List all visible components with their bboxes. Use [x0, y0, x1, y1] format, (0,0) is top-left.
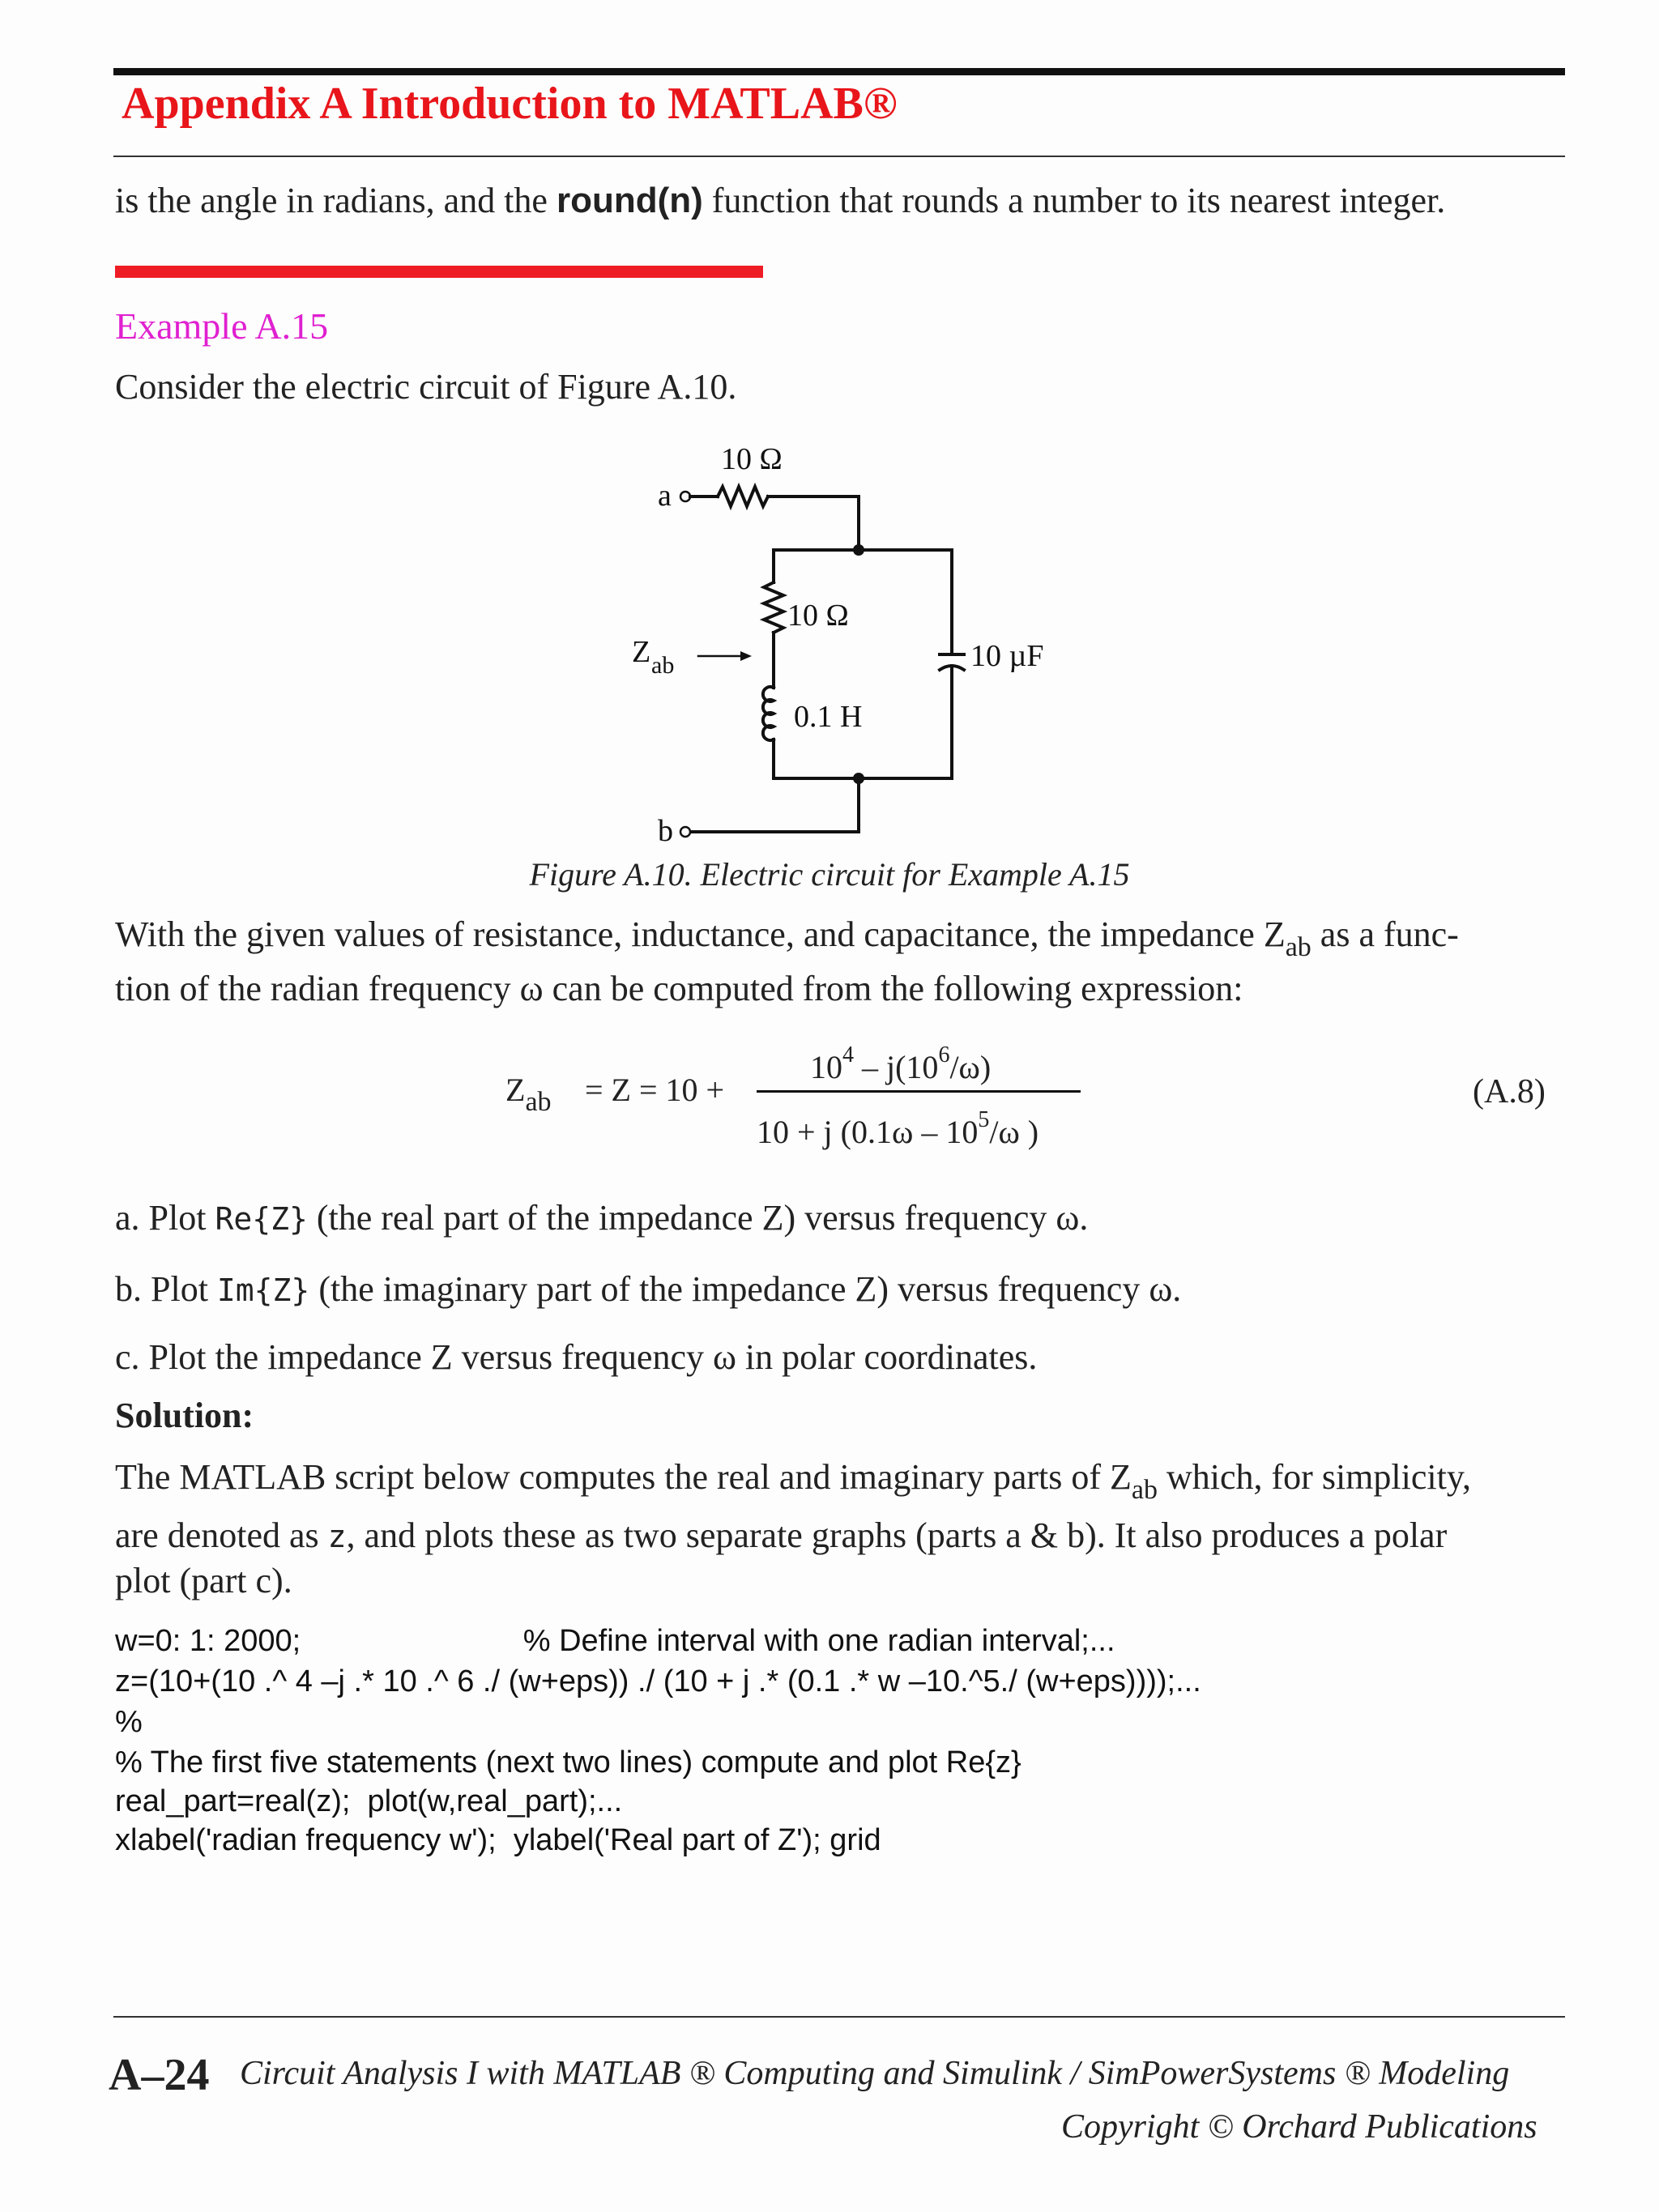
para1-l1-post: as a func-	[1311, 914, 1459, 954]
resistor-series	[718, 487, 768, 506]
sol-l1-pre: The MATLAB script below computes the real and imaginary parts of Z	[115, 1457, 1132, 1497]
para1-line1	[115, 914, 1459, 962]
code-line-2: z=(10+(10 .^ 4 –j .* 10 .^ 6 ./ (w+eps)) ./ (10 + j .* (0.1 .* w –10.^5./ (w+eps))));...	[115, 1664, 1201, 1698]
label-node-a: a	[658, 479, 672, 513]
part-b-pre: Plot	[151, 1269, 217, 1309]
code-line-1: w=0: 1: 2000; % Define interval with one radian interval;...	[115, 1624, 1115, 1658]
label-zab-base: Z	[632, 635, 651, 669]
equation-numerator	[810, 1042, 992, 1086]
solution-line3: plot (part c).	[115, 1561, 292, 1600]
header-bottom-rule	[113, 156, 1565, 157]
label-r-parallel: 10 Ω	[787, 599, 849, 633]
part-c	[115, 1336, 1037, 1378]
resistor-parallel	[764, 582, 783, 633]
equation-denominator	[757, 1107, 1039, 1151]
equation-fraction-bar	[757, 1090, 1081, 1093]
zab-arrow-head	[740, 651, 752, 661]
para1-l1-pre: With the given values of resistance, inductance, and capacitance, the impedance Z	[115, 914, 1286, 954]
eq-den-exp: 5	[978, 1107, 990, 1132]
para1-line2: tion of the radian frequency ω can be computed from the following expression:	[115, 969, 1243, 1008]
part-b-label: b.	[115, 1269, 142, 1309]
inductor-coil	[763, 687, 774, 740]
equation-number: (A.8)	[1473, 1073, 1546, 1110]
header-top-rule	[113, 68, 1565, 75]
example-separator-bar	[115, 266, 763, 278]
eq-den-b: /ω )	[989, 1114, 1039, 1150]
label-inductor: 0.1 H	[794, 700, 863, 734]
terminal-b	[680, 827, 690, 837]
footer-rule	[113, 2016, 1565, 2018]
solution-line1	[115, 1456, 1471, 1505]
eq-num-b-exp: 6	[938, 1042, 950, 1068]
part-c-text: Plot the impedance Z versus frequency ω in polar coordinates.	[148, 1337, 1038, 1377]
part-a	[115, 1197, 1088, 1238]
part-b-code: Im{Z}	[216, 1272, 310, 1308]
part-b-post: (the imaginary part of the impedance Z) versus frequency ω.	[309, 1269, 1182, 1309]
code-line-3: %	[115, 1705, 143, 1739]
footer-book-title: Circuit Analysis I with MATLAB ® Computing and Simulink / SimPowerSystems ® Modeling	[240, 2055, 1510, 2092]
sol-l2-post: , and plots these as two separate graphs (parts a & b). It also produces a polar	[346, 1515, 1448, 1555]
part-a-pre: Plot	[148, 1198, 215, 1238]
eq-num-a-exp: 4	[842, 1042, 854, 1068]
intro-function-name: round(n)	[556, 181, 703, 220]
figure-caption: Figure A.10. Electric circuit for Example A.15	[529, 856, 1130, 893]
eq-lhs-sub: ab	[525, 1087, 552, 1117]
part-c-label: c.	[115, 1337, 140, 1377]
label-capacitor: 10 µF	[970, 639, 1044, 673]
eq-den-a: 10 + j (0.1ω – 10	[757, 1114, 979, 1150]
page-header-title: Appendix A Introduction to MATLAB®	[122, 79, 898, 129]
part-a-post: (the real part of the impedance Z) versus frequency ω.	[307, 1198, 1089, 1238]
eq-lhs-base: Z	[505, 1072, 526, 1108]
sol-l1-post: which, for simplicity,	[1157, 1457, 1471, 1497]
label-node-b: b	[658, 814, 673, 846]
eq-num-a: 10	[810, 1049, 842, 1085]
sol-l2-code: z	[327, 1519, 347, 1554]
sol-l2-pre: are denoted as	[115, 1515, 328, 1555]
code-line-4: % The first five statements (next two lines) compute and plot Re{z}	[115, 1745, 1021, 1779]
part-b	[115, 1268, 1181, 1310]
label-zab-sub: ab	[651, 652, 675, 679]
intro-pre: is the angle in radians, and the	[115, 181, 557, 220]
example-intro: Consider the electric circuit of Figure A.10.	[115, 367, 737, 407]
code-line-5: real_part=real(z); plot(w,real_part);...	[115, 1784, 623, 1818]
intro-sentence	[115, 180, 1445, 221]
eq-num-b: – j(10	[854, 1049, 939, 1085]
solution-heading: Solution:	[115, 1396, 254, 1435]
example-title: Example A.15	[115, 305, 329, 347]
part-a-code: Re{Z}	[215, 1201, 308, 1237]
label-r-series: 10 Ω	[721, 442, 783, 476]
sol-l1-sub: ab	[1131, 1475, 1158, 1505]
footer-copyright: Copyright © Orchard Publications	[1061, 2108, 1537, 2146]
solution-line2	[115, 1515, 1447, 1556]
equation-lhs	[505, 1071, 552, 1117]
page-number: A–24	[109, 2050, 210, 2100]
circuit-diagram	[616, 433, 1069, 846]
intro-post: function that rounds a number to its nearest integer.	[702, 181, 1446, 220]
para1-l1-sub: ab	[1285, 932, 1311, 962]
equation-mid: = Z = 10 +	[585, 1072, 725, 1108]
code-line-6: xlabel('radian frequency w'); ylabel('Real part of Z'); grid	[115, 1823, 881, 1857]
eq-num-c: /ω)	[949, 1049, 992, 1085]
part-a-label: a.	[115, 1198, 140, 1238]
